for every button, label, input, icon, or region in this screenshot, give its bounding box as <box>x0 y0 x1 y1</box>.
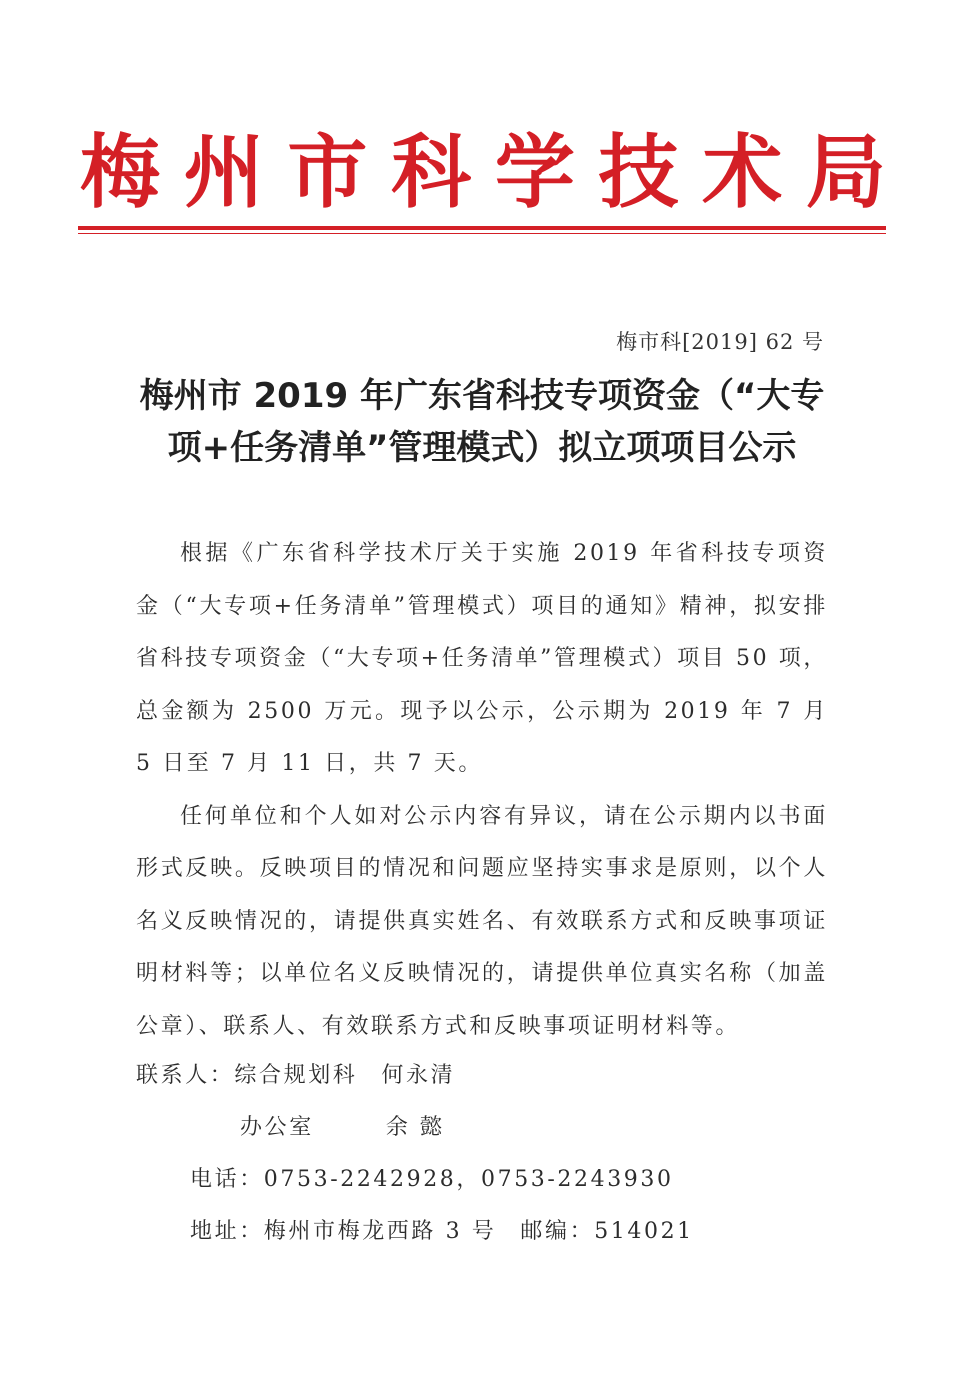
contact-dept-2: 办公室 <box>240 1115 314 1140</box>
contact-dept-1: 综合规划科 <box>234 1063 358 1088</box>
body-paragraph-2: 任何单位和个人如对公示内容有异议，请在公示期内以书面形式反映。反映项目的情况和问题应坚持实事求是原则，以个人名义反映情况的，请提供真实姓名、有效联系方式和反映事项证明材料等；以单位名义反映情况的，请提供单位真实名称（加盖公章）、联系人、有效联系方式和反映事项证明材料等。 <box>136 803 828 1039</box>
document-number: 梅市科[2019] 62 号 <box>616 330 824 354</box>
contact-address-line <box>190 1214 890 1245</box>
body-paragraph-1: 根据《广东省科学技术厅关于实施 2019 年省科技专项资金（“大专项+任务清单”管理模式）项目的通知》精神，拟安排省科技专项资金（“大专项+任务清单”管理模式）项目 50 项，总金额为 2500 万元。现予以公示，公示期为 2019 年 7 月 5 日至 7 月 11 日，共 7 天。 <box>136 541 828 776</box>
masthead-char: 市 <box>287 126 368 219</box>
document-title <box>130 370 834 474</box>
masthead-char: 局 <box>805 126 886 219</box>
contact-label: 联系人： <box>136 1063 235 1088</box>
contact-line-2 <box>240 1110 940 1141</box>
contact-postcode: 邮编：514021 <box>520 1219 694 1244</box>
masthead-char: 术 <box>702 126 783 219</box>
masthead-char: 梅 <box>80 126 160 219</box>
masthead-char: 学 <box>494 126 575 219</box>
masthead-char: 州 <box>183 126 264 219</box>
masthead-char: 科 <box>391 126 472 219</box>
contact-person-2: 余 懿 <box>385 1115 445 1140</box>
contact-address: 地址：梅州市梅龙西路 3 号 <box>190 1219 497 1244</box>
masthead <box>80 118 886 228</box>
title-line-2: 项+任务清单”管理模式）拟立项项目公示 <box>167 428 797 468</box>
masthead-divider <box>78 226 886 230</box>
masthead-char: 技 <box>598 126 679 219</box>
contact-line-1 <box>136 1058 836 1089</box>
title-line-1: 梅州市 2019 年广东省科技专项资金（“大专 <box>139 376 825 416</box>
contact-person-1: 何永清 <box>381 1063 456 1088</box>
masthead-divider-thin <box>78 233 886 234</box>
contact-phone: 电话：0753-2242928，0753-2243930 <box>190 1167 674 1192</box>
document-body <box>136 528 828 1053</box>
